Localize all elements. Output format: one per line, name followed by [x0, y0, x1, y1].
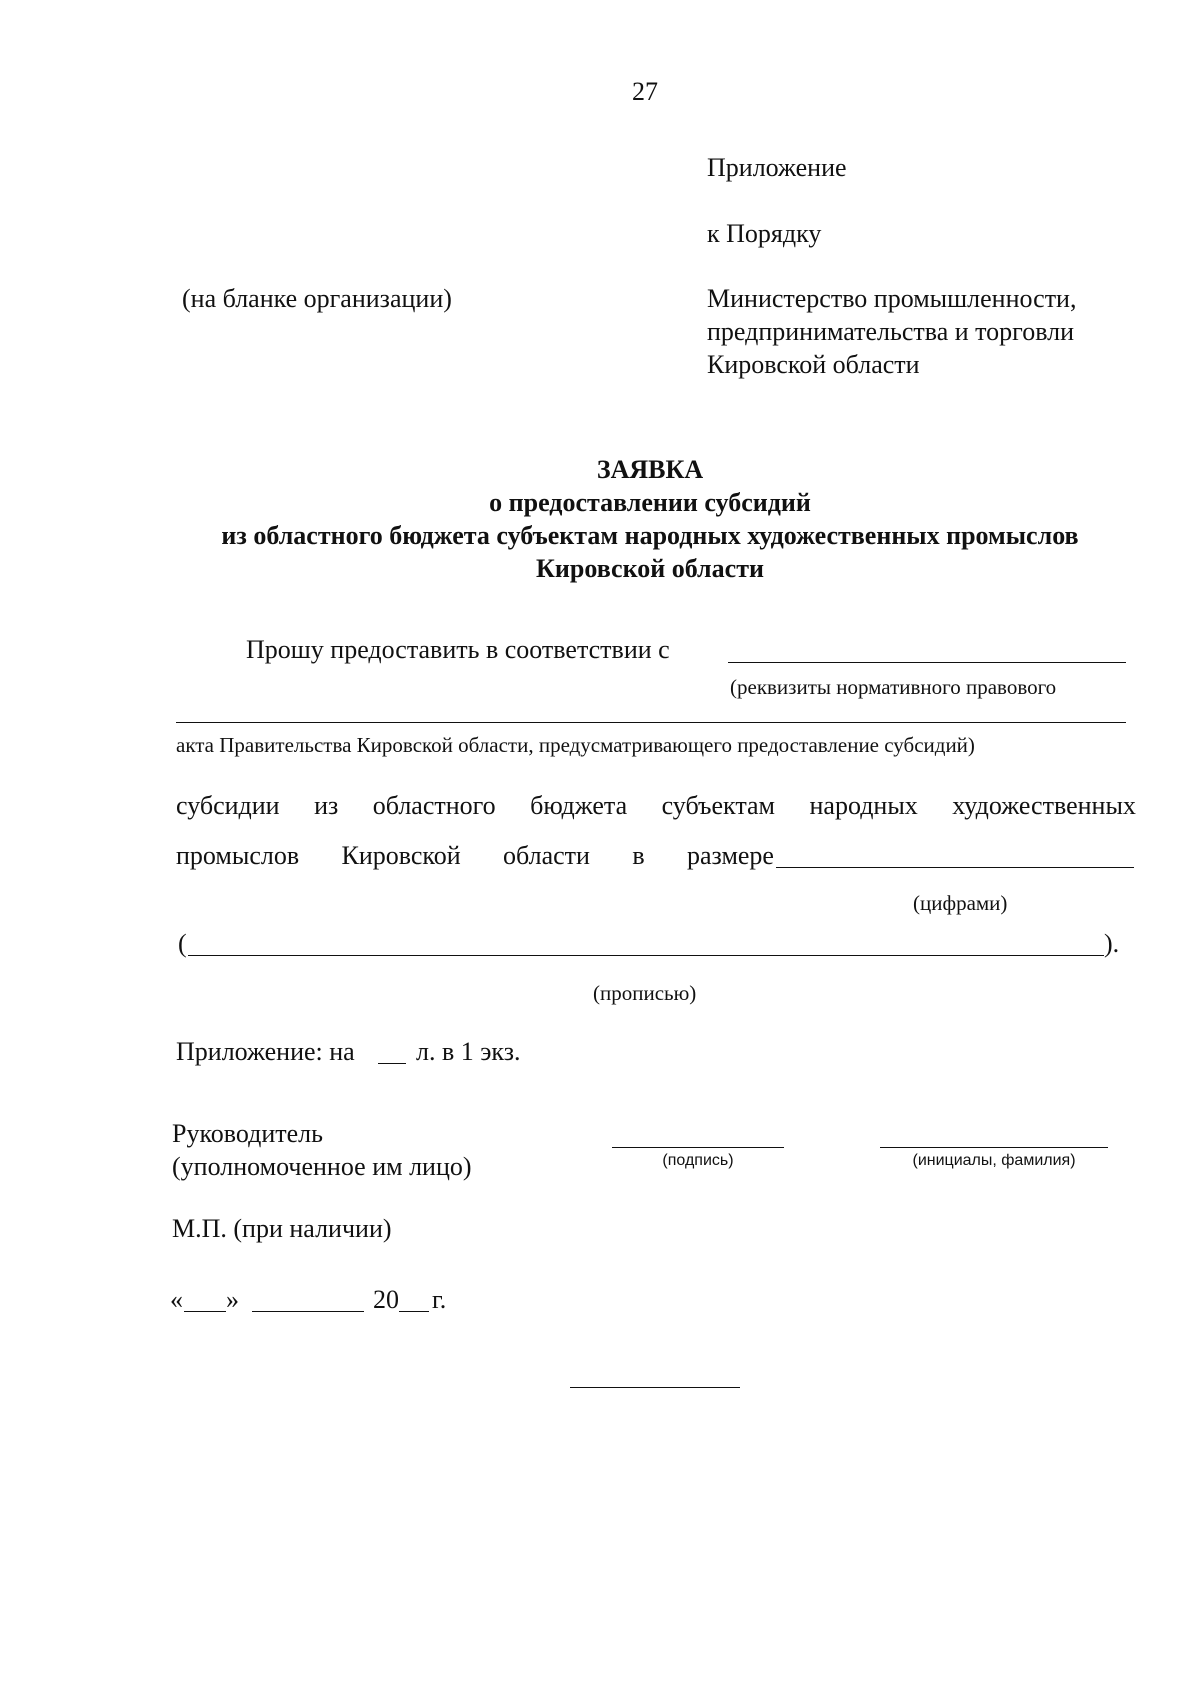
month-blank	[252, 1311, 364, 1312]
title-line-3: Кировской области	[536, 554, 764, 583]
subsidy-word: художественных	[952, 791, 1136, 820]
sheet-count-blank	[378, 1063, 406, 1064]
request-lead: Прошу предоставить в соответствии с	[246, 635, 670, 664]
closing-rule	[570, 1387, 740, 1388]
requisites-blank	[728, 662, 1126, 663]
amount-digits-blank	[776, 867, 1134, 868]
addressee-line-3: Кировской области	[707, 350, 920, 379]
act-hint: акта Правительства Кировской области, предусматривающего предоставление субсидий)	[176, 733, 975, 757]
signature-hint: (подпись)	[662, 1152, 734, 1169]
title-line-1: о предоставлении субсидий	[489, 488, 811, 517]
org-letterhead-note: (на бланке организации)	[182, 284, 452, 313]
addressee-line-1: Министерство промышленности,	[707, 284, 1077, 313]
crafts-word: размере	[687, 841, 774, 870]
subsidy-word: областного	[372, 791, 496, 820]
act-blank	[176, 722, 1126, 723]
year-blank	[399, 1311, 429, 1312]
name-blank	[880, 1147, 1108, 1148]
crafts-word: в	[632, 841, 645, 870]
subsidy-word: субъектам	[661, 791, 775, 820]
name-hint: (инициалы, фамилия)	[912, 1152, 1076, 1169]
year-suffix: г.	[432, 1285, 447, 1314]
subsidy-word: бюджета	[530, 791, 628, 820]
crafts-word: области	[503, 841, 590, 870]
subsidy-word: народных	[809, 791, 918, 820]
signature-blank	[612, 1147, 784, 1148]
year-prefix: 20	[373, 1285, 399, 1314]
close-paren: ).	[1104, 929, 1120, 958]
crafts-word: промыслов	[176, 841, 300, 870]
date-open-quote: «	[170, 1285, 183, 1314]
crafts-line	[176, 840, 774, 872]
subsidy-word: из	[314, 791, 339, 820]
digits-hint: (цифрами)	[913, 891, 1008, 915]
words-hint: (прописью)	[593, 981, 697, 1005]
crafts-word: Кировской	[341, 841, 461, 870]
stamp-label: М.П. (при наличии)	[172, 1214, 392, 1243]
date-close-quote: »	[226, 1285, 239, 1314]
subsidy-line	[176, 790, 1136, 822]
authorized-person-label: (уполномоченное им лицо)	[172, 1152, 472, 1181]
requisites-hint: (реквизиты нормативного правового	[730, 675, 1057, 699]
day-blank	[184, 1311, 226, 1312]
attachment-prefix: Приложение: на	[176, 1037, 355, 1066]
page-number: 27	[632, 77, 658, 106]
addressee-line-2: предпринимательства и торговли	[707, 317, 1075, 346]
document-title: ЗАЯВКА	[596, 455, 704, 484]
head-label: Руководитель	[172, 1119, 323, 1148]
open-paren: (	[178, 929, 187, 958]
attachment-suffix: л. в 1 экз.	[416, 1037, 521, 1066]
title-line-2: из областного бюджета субъектам народных художественных промыслов	[221, 521, 1079, 550]
subsidy-word: субсидии	[176, 791, 280, 820]
to-order-label: к Порядку	[707, 219, 822, 248]
amount-words-blank	[188, 955, 1104, 956]
attachment-label: Приложение	[707, 153, 847, 182]
